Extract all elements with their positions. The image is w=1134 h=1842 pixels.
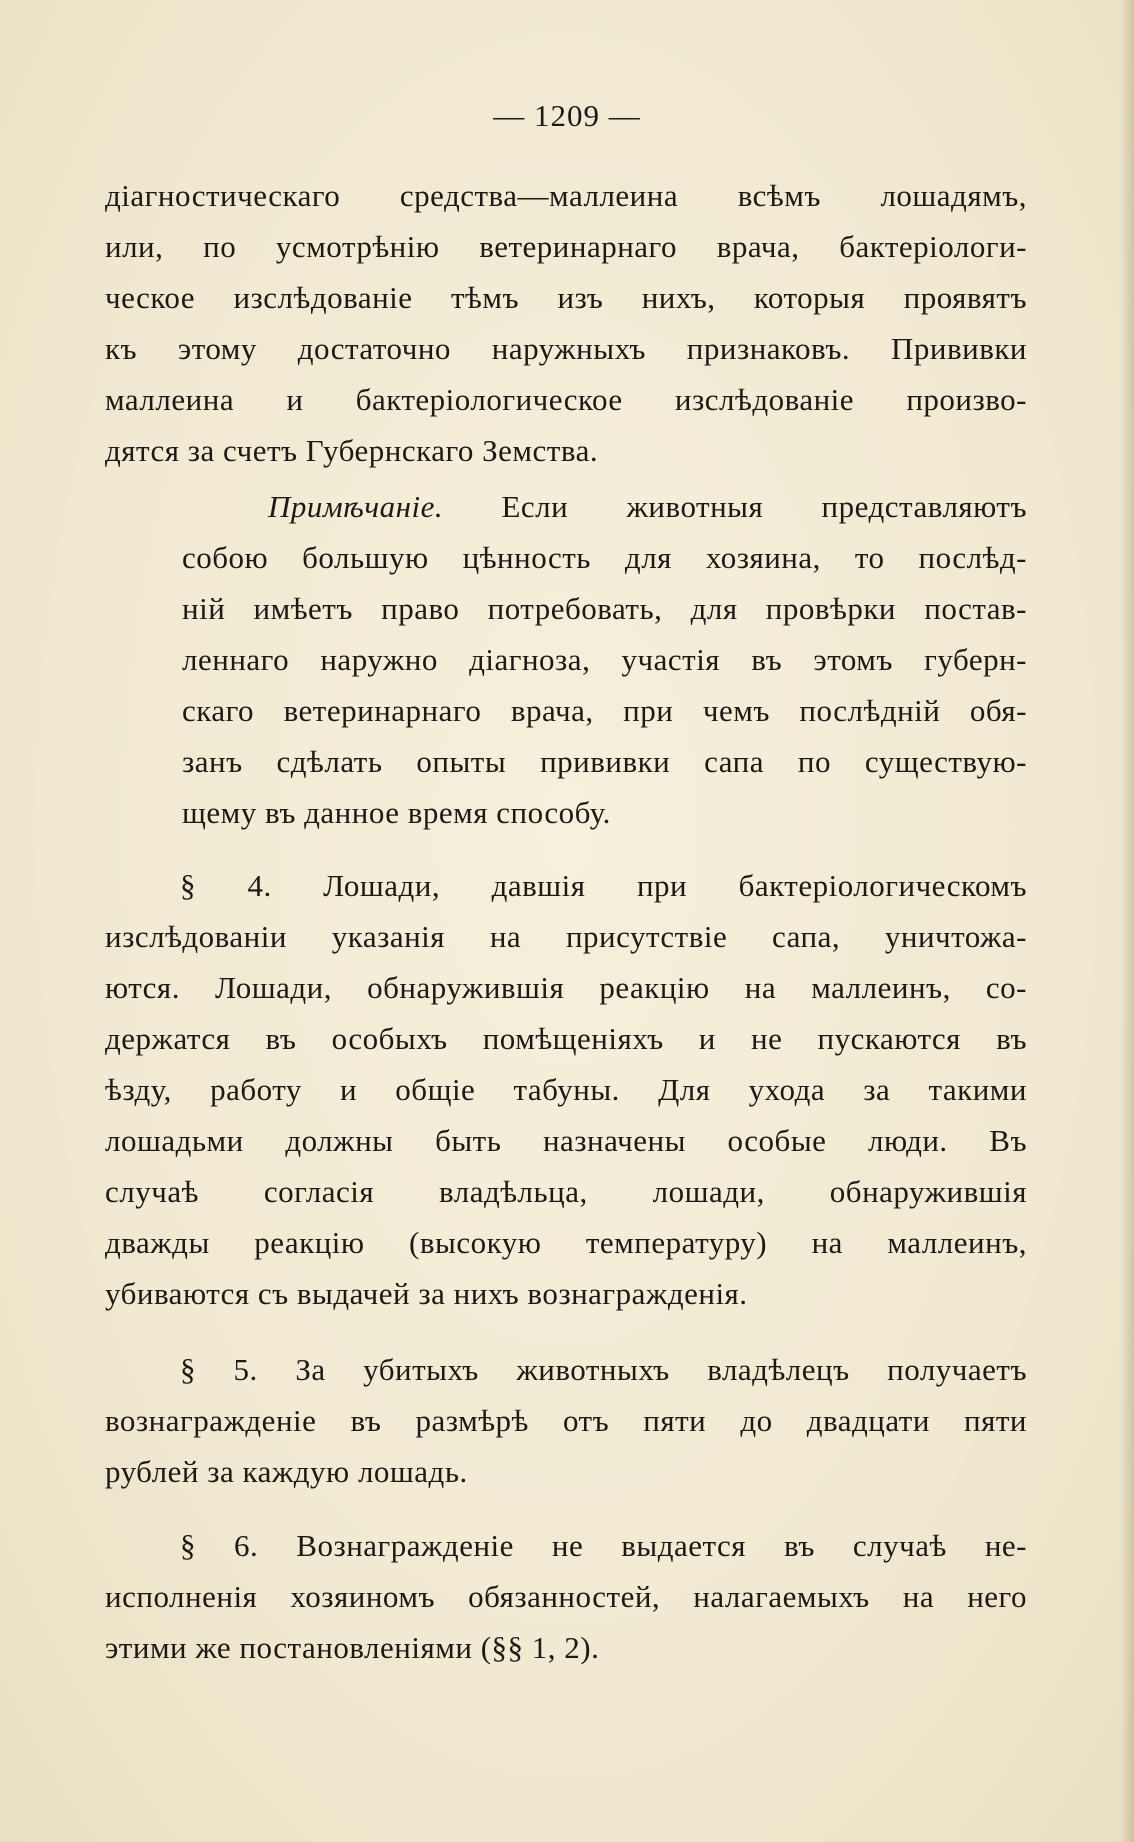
note-first-line	[182, 481, 1027, 532]
text-line: исполненія хозяиномъ обязанностей, налагаемыхъ на него	[105, 1579, 1027, 1614]
text-line: собою большую цѣнность для хозяина, то послѣд-	[182, 540, 1027, 575]
text-line: убиваются съ выдачей за нихъ вознагражденія.	[105, 1276, 748, 1311]
text-line: ній имѣетъ право потребовать, для провѣрки постав-	[182, 591, 1027, 626]
section-4	[105, 860, 1027, 1319]
text-line: ѣзду, работу и общіе табуны. Для ухода за такими	[105, 1072, 1027, 1107]
text-line: ются. Лошади, обнаружившія реакцію на маллеинъ, со-	[105, 970, 1027, 1005]
section-6	[105, 1520, 1027, 1673]
text-line: случаѣ согласія владѣльца, лошади, обнаружившія	[105, 1174, 1027, 1209]
text-line: § 5. За убитыхъ животныхъ владѣлецъ получаетъ	[180, 1352, 1027, 1387]
section-5	[105, 1344, 1027, 1497]
note-first-line-text: Если животныя представляютъ	[501, 489, 1027, 524]
text-line: лошадьми должны быть назначены особые люди. Въ	[105, 1123, 1027, 1158]
text-line: скаго ветеринарнаго врача, при чемъ послѣдній обя-	[182, 693, 1027, 728]
text-line: леннаго наружно діагноза, участія въ этомъ губерн-	[182, 642, 1027, 677]
text-line: вознагражденіе въ размѣрѣ отъ пяти до двадцати пяти	[105, 1403, 1027, 1438]
text-line: дятся за счетъ Губернскаго Земства.	[105, 433, 599, 468]
text-line: держатся въ особыхъ помѣщеніяхъ и не пускаются въ	[105, 1021, 1027, 1056]
page-number: — 1209 —	[493, 98, 641, 133]
text-line: маллеина и бактеріологическое изслѣдованіе произво-	[105, 382, 1027, 417]
text-line: щему въ данное время способу.	[182, 795, 611, 830]
note-label: Примѣчаніе.	[268, 489, 444, 524]
text-line: изслѣдованіи указанія на присутствіе сапа, уничтожа-	[105, 919, 1027, 954]
text-line: этими же постановленіями (§§ 1, 2).	[105, 1630, 600, 1665]
text-line: къ этому достаточно наружныхъ признаковъ. Прививки	[105, 331, 1027, 366]
text-line: ческое изслѣдованіе тѣмъ изъ нихъ, которыя проявятъ	[105, 280, 1027, 315]
text-line: рублей за каждую лошадь.	[105, 1454, 468, 1489]
text-line: дважды реакцію (высокую температуру) на маллеинъ,	[105, 1225, 1027, 1260]
text-line: или, по усмотрѣнію ветеринарнаго врача, бактеріологи-	[105, 229, 1027, 264]
text-line: § 4. Лошади, давшія при бактеріологическомъ	[180, 868, 1027, 903]
page-edge-shadow	[1120, 0, 1134, 1842]
text-line: § 6. Вознагражденіе не выдается въ случаѣ не-	[180, 1528, 1027, 1563]
note-block	[182, 481, 1027, 838]
paragraph-1	[105, 170, 1027, 476]
text-line: діагностическаго средства—маллеина всѣмъ лошадямъ,	[105, 178, 1027, 213]
text-line: занъ сдѣлать опыты прививки сапа по существую-	[182, 744, 1027, 779]
